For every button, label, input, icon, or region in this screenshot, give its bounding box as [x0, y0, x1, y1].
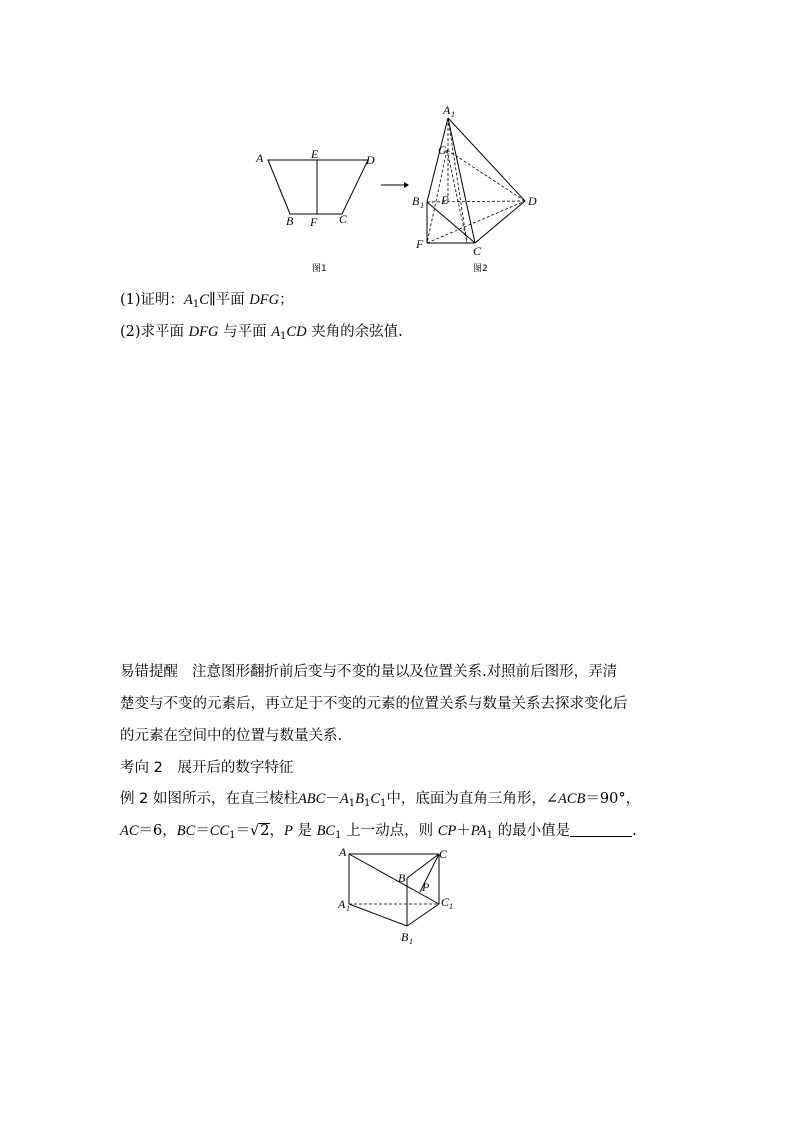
- fig1-label-d: D: [366, 153, 375, 167]
- tip-heading: 易错提醒: [120, 664, 178, 680]
- fig2-label-f: F: [416, 237, 424, 251]
- example-2-line-2: AC＝6，$BC=CC_1=√2$，P 是 $BC_1$ 上一动点，则 $CP+PA_1$ 的最小值是 .: [120, 823, 637, 841]
- tip-line-2: 楚变与不变的元素后，再立足于不变的元素的位置关系与数量关系去探求变化后: [120, 696, 628, 712]
- tip-line-1: 易错提醒 注意图形翻折前后变与不变的量以及位置关系.对照前后图形，弄清: [120, 664, 618, 680]
- fig3-label-b1: B: [401, 930, 409, 944]
- fig3-label-a1-sub: 1: [346, 904, 350, 913]
- figure-3-prism: [335, 842, 465, 952]
- fig3-label-b: B: [398, 871, 406, 885]
- fig1-label-c: C: [339, 212, 348, 226]
- example-2-line-1: 例 2 如图所示，在直三棱柱$ABC-A_1B_1C_1$中，底面为直角三角形，∠ACB＝90°，: [120, 791, 641, 809]
- figure-1-trapezoid: [250, 140, 390, 275]
- fig3-label-c1: C: [441, 895, 450, 909]
- fig1-label-f: F: [310, 215, 318, 229]
- figure-2-folded-solid: [405, 100, 555, 275]
- question-2: (2)求平面 DFG 与平面 $A_1CD$ 夹角的余弦值.: [120, 324, 403, 342]
- fig3-label-p: P: [422, 880, 430, 894]
- fig3-label-c1-sub: 1: [449, 902, 453, 911]
- fig2-label-d: D: [528, 194, 537, 208]
- fig2-caption: 图2: [473, 264, 488, 274]
- fig3-label-a: A: [339, 845, 347, 859]
- fig2-label-b: B: [412, 194, 420, 208]
- tip-line-3: 的元素在空间中的位置与数量关系.: [120, 728, 343, 744]
- example-label: 例 2: [120, 791, 149, 807]
- fig1-label-a: A: [256, 151, 264, 165]
- fig2-label-b-sub: 1: [420, 201, 424, 210]
- fig1-label-e: E: [311, 147, 319, 161]
- fig3-label-a1: A: [338, 897, 346, 911]
- fig3-label-b1-sub: 1: [409, 937, 413, 946]
- question-1: (1)证明：$A_1C\parallel$平面 DFG；: [120, 292, 294, 310]
- fig2-label-c: C: [473, 244, 482, 258]
- section-title: 考向 2 展开后的数字特征: [120, 760, 294, 776]
- fig2-label-e: E: [441, 193, 449, 207]
- fig2-label-a: A: [443, 103, 451, 117]
- fig3-label-c: C: [439, 847, 448, 861]
- fig2-label-a-sub: 1: [451, 110, 455, 119]
- answer-blank: [570, 822, 632, 837]
- fig2-label-g: G: [438, 143, 447, 157]
- fig1-caption: 图1: [312, 264, 327, 274]
- fig1-label-b: B: [286, 214, 294, 228]
